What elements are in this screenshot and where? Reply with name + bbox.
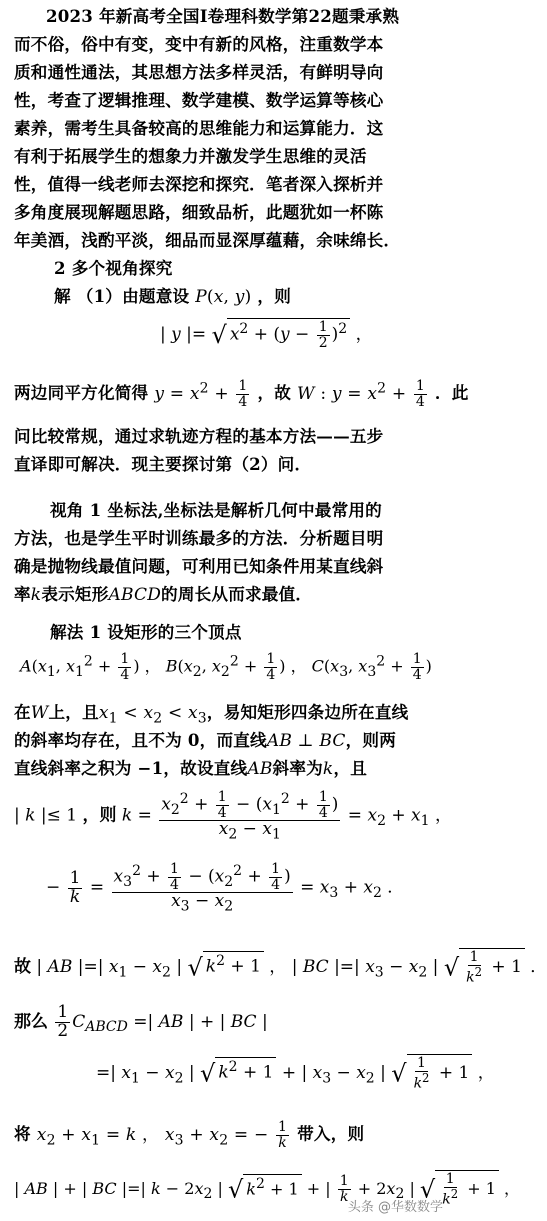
vertices-equation: $A(x_1$, $x_1^2$ + $\frac{1}{4}$ ) ， $B(x_2$, $x_2^2$ + $\frac{1}{4}$ ) ， $C(x_3$, $x_3^2$ + $\frac{1}{4}$ )	[20, 651, 432, 683]
substitute-line: 将 $x_2 + x_1 = k$ ， $x_3 + x_2$ = − $\frac{1}{k}$ 带入，则	[14, 1119, 365, 1151]
view-heading: 视角 1 坐标法,坐标法是解析几何中最常用的	[50, 500, 382, 520]
paragraph-line: 性，值得一线老师去深挖和探究．笔者深入探析并	[14, 174, 384, 194]
solution-intro: 解 （1）由题意设 P(x, y) ，则	[54, 286, 291, 307]
final-equation: | AB | + | BC |=| $k - 2x_2$ | √ $k^2 + 1$ + | $\frac{1}{k}$ + $2x_2$ | √ $\frac{1}{k^2}$ + 1 ，	[14, 1171, 520, 1208]
paragraph-line: 在W上，且$x_1 < x_2 < x_3$，易知矩形四条边所在直线	[14, 702, 409, 727]
paragraph-line: 确是抛物线最值问题，可利用已知条件用某直线斜	[14, 556, 384, 576]
k-equation: | k |≤ 1 ，则 k = $x_2^2$ + $\frac{1}{4}$ − ($x_1^2$ + $\frac{1}{4}$ ) $x_2 - x_1$ = $x_2 + x_1$ ，	[14, 789, 452, 843]
perimeter-equation: 那么 $\frac{1}{2}$ $C_{ABCD}$ =| AB | + | BC |	[14, 1002, 268, 1041]
paragraph-line: 率k表示矩形ABCD的周长从而求最值．	[14, 584, 313, 605]
section-heading: 2 多个视角探究	[54, 258, 173, 278]
paragraph-line: 2023 年新高考全国I卷理科数学第22题秉承熟	[46, 6, 400, 26]
paragraph-line: 直译即可解决．现主要探讨第（2）问．	[14, 454, 312, 474]
neg-reciprocal-equation: − $\frac{1}{k}$ = $x_3^2$ + $\frac{1}{4}$ − ($x_2^2$ + $\frac{1}{4}$ ) $x_3 - x_2$ = $x_3 + x_2$ ．	[46, 861, 405, 915]
paragraph-line: 有利于拓展学生的想象力并激发学生思维的灵活	[14, 146, 367, 166]
watermark: 头条 @华数数学	[347, 1200, 443, 1215]
paragraph-line: 问比较常规，通过求轨迹方程的基本方法——五步	[14, 426, 384, 446]
paragraph-line: 年美酒，浅酌平淡，细品而显深厚蕴藉，余味绵长．	[14, 230, 401, 250]
paragraph-line: 多角度展现解题思路，细致品析，此题犹如一杯陈	[14, 202, 384, 222]
paragraph-line: 而不俗，俗中有变，变中有新的风格，注重数学本	[14, 34, 384, 54]
paragraph-line: 方法，也是学生平时训练最多的方法．分析题目明	[14, 528, 384, 548]
paragraph-line: 直线斜率之积为 −1，故设直线AB斜率为k，且	[14, 758, 368, 779]
perimeter-expansion: =| $x_1 - x_2$ | √ $k^2 + 1$ + | $x_3 - x_2$ | √ $\frac{1}{k^2}$ + 1 ，	[96, 1055, 495, 1092]
distance-equation: | y |= √ $x^2 + (y$ − $\frac{1}{2}$ )$^2$ ，	[160, 319, 373, 351]
side-lengths-equation: 故 | AB |=| $x_1 - x_2$ | √ $k^2 + 1$ ， | BC |=| $x_3 - x_2$ | √ $\frac{1}{k^2}$ + 1 ．	[14, 949, 547, 986]
paragraph-line: 素养，需考生具备较高的思维能力和运算能力．这	[14, 118, 384, 138]
paragraph-line: 的斜率均存在，且不为 0，而直线AB ⊥ BC，则两	[14, 730, 397, 751]
paragraph-line: 质和通性通法，其思想方法多样灵活，有鲜明导向	[14, 62, 384, 82]
paragraph-line: 性，考查了逻辑推理、数学建模、数学运算等核心	[14, 90, 384, 110]
step-line: 两边同平方化简得 $y = x^2$ + $\frac{1}{4}$ ，故 W : $y = x^2$ + $\frac{1}{4}$ ．此	[14, 377, 469, 410]
method-heading: 解法 1 设矩形的三个顶点	[50, 622, 242, 642]
